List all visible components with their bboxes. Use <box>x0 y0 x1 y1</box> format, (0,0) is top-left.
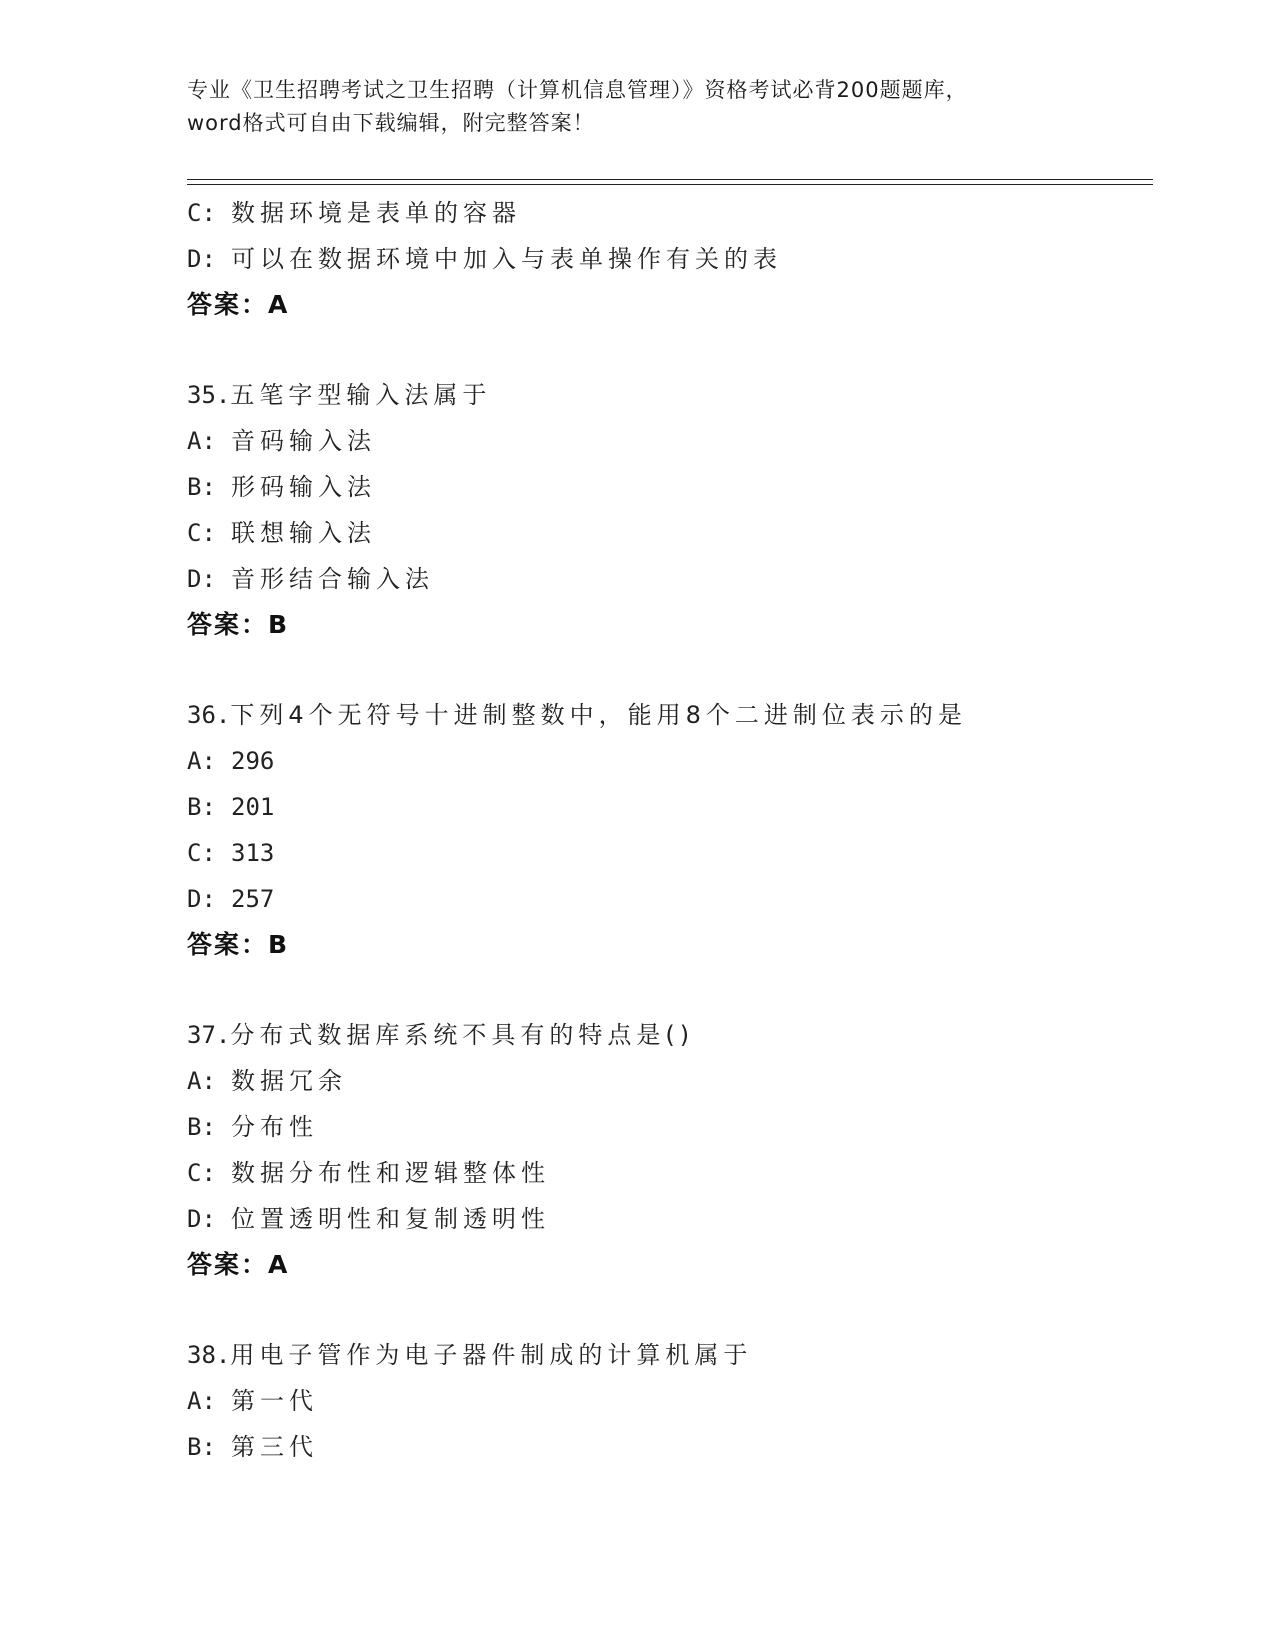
option-label: B: <box>187 1433 216 1461</box>
option-label: D: <box>187 245 216 273</box>
answer-line: 答案：B <box>187 930 290 959</box>
question-stem <box>187 692 1167 738</box>
option-text: 音形结合输入法 <box>231 565 434 593</box>
question-gap <box>187 968 1167 1012</box>
option-text: 第一代 <box>231 1387 318 1415</box>
option-text: 分布性 <box>231 1113 318 1141</box>
option-text: 音码输入法 <box>231 427 376 455</box>
question-list <box>187 190 1167 1470</box>
option-d <box>187 556 1167 602</box>
option-label: D: <box>187 1205 216 1233</box>
option-c <box>187 830 1167 876</box>
option-text: 联想输入法 <box>231 519 376 547</box>
option-text: 257 <box>231 885 275 913</box>
option-label: C: <box>187 839 216 867</box>
option-text: 数据环境是表单的容器 <box>231 199 521 227</box>
option-text: 296 <box>231 747 275 775</box>
option-text: 201 <box>231 793 275 821</box>
question-gap <box>187 1288 1167 1332</box>
header-title-line-1: 专业《卫生招聘考试之卫生招聘（计算机信息管理）》资格考试必背200题题库， <box>187 78 968 102</box>
option-label: C: <box>187 199 216 227</box>
option-label: A: <box>187 1067 216 1095</box>
option-d <box>187 876 1167 922</box>
option-label: B: <box>187 1113 216 1141</box>
question-34-tail <box>187 190 1167 328</box>
option-d <box>187 236 1167 282</box>
question-number: 38. <box>187 1341 231 1369</box>
option-a <box>187 738 1167 784</box>
option-label: A: <box>187 1387 216 1415</box>
option-label: D: <box>187 885 216 913</box>
option-a <box>187 1058 1167 1104</box>
option-c <box>187 1150 1167 1196</box>
question-text: 分布式数据库系统不具有的特点是() <box>230 1021 695 1049</box>
option-a <box>187 418 1167 464</box>
answer-line: 答案：B <box>187 610 290 639</box>
header-divider-top <box>187 179 1153 180</box>
question-38 <box>187 1332 1167 1470</box>
question-number: 36. <box>187 701 231 729</box>
option-c <box>187 510 1167 556</box>
answer-line: 答案：A <box>187 290 290 319</box>
question-text: 五笔字型输入法属于 <box>230 381 492 409</box>
question-number: 37. <box>187 1021 231 1049</box>
option-label: A: <box>187 427 216 455</box>
option-text: 313 <box>231 839 275 867</box>
option-label: B: <box>187 793 216 821</box>
option-label: D: <box>187 565 216 593</box>
option-text: 第三代 <box>231 1433 318 1461</box>
question-text: 用电子管作为电子器件制成的计算机属于 <box>230 1341 753 1369</box>
header-divider-bottom <box>187 184 1153 185</box>
question-gap <box>187 328 1167 372</box>
question-text: 下列4个无符号十进制整数中，能用8个二进制位表示的是 <box>230 701 967 729</box>
document-header <box>187 74 1087 140</box>
option-label: C: <box>187 519 216 547</box>
option-label: C: <box>187 1159 216 1187</box>
option-label: A: <box>187 747 216 775</box>
option-b <box>187 1424 1167 1470</box>
option-b <box>187 464 1167 510</box>
option-label: B: <box>187 473 216 501</box>
option-text: 数据冗余 <box>231 1067 347 1095</box>
option-d <box>187 1196 1167 1242</box>
question-stem <box>187 1012 1167 1058</box>
option-b <box>187 784 1167 830</box>
option-text: 形码输入法 <box>231 473 376 501</box>
question-35 <box>187 372 1167 648</box>
option-b <box>187 1104 1167 1150</box>
question-gap <box>187 648 1167 692</box>
option-text: 位置透明性和复制透明性 <box>231 1205 550 1233</box>
answer-line: 答案：A <box>187 1250 290 1279</box>
question-36 <box>187 692 1167 968</box>
option-text: 可以在数据环境中加入与表单操作有关的表 <box>231 245 782 273</box>
question-number: 35. <box>187 381 231 409</box>
option-c <box>187 190 1167 236</box>
question-37 <box>187 1012 1167 1288</box>
option-text: 数据分布性和逻辑整体性 <box>231 1159 550 1187</box>
option-a <box>187 1378 1167 1424</box>
question-stem <box>187 1332 1167 1378</box>
question-stem <box>187 372 1167 418</box>
header-title-line-2: word格式可自由下载编辑，附完整答案！ <box>187 111 595 135</box>
